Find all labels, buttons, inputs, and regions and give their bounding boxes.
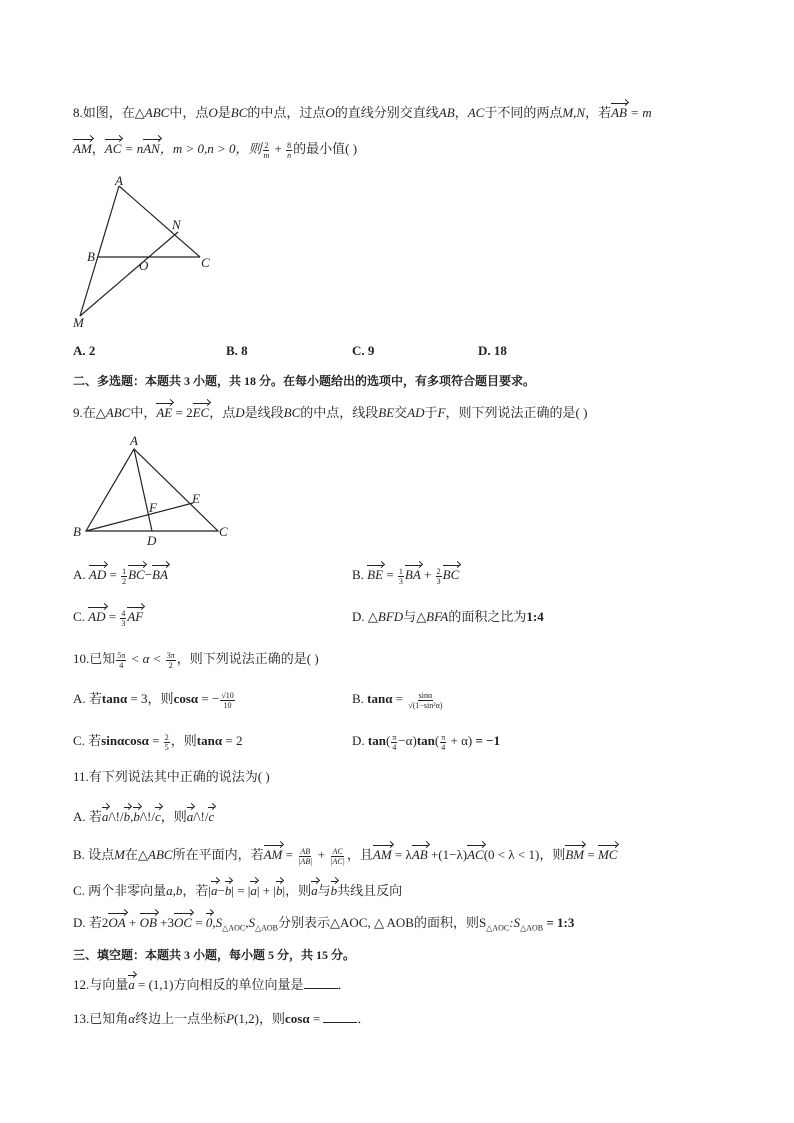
q9-figure xyxy=(70,430,240,550)
q8-line2: AM，AC = nAN，m > 0,n > 0，则 $\frac{2}{m}$ + $\frac{8}{n}$ 的最小值( ) xyxy=(73,140,358,160)
q10-stem: 10.已知 $\frac{5\pi}{4}$ < α < $\frac{3\pi}{2}$ ，则下列说法正确的是( ) xyxy=(73,650,319,670)
q12-answer-blank[interactable] xyxy=(304,976,338,989)
q9-label-b: B xyxy=(73,524,81,539)
q8-label-m: M xyxy=(73,315,84,330)
q8-label-c: C xyxy=(201,255,210,270)
q13-stem: 13.已知角α终边上一点坐标P(1,2)，则cosα = ． xyxy=(73,1011,371,1026)
q9-stem: 9.在△ABC中，AE = 2EC，点D是线段BC的中点，线段BE交AD于F，则下列说法正确的是( ) xyxy=(73,405,588,420)
q8-label-b: B xyxy=(87,249,95,264)
q9-label-a: A xyxy=(130,433,138,448)
q8-label-a: A xyxy=(115,173,123,188)
q11-option-a[interactable]: A. 若a/\!/b,b/\!/c，则a/\!/c xyxy=(73,809,215,824)
q8-label-n: N xyxy=(172,217,181,232)
q9-option-d[interactable]: D. △BFD与△BFA的面积之比为1:4 xyxy=(352,609,544,624)
q8-line1: 8.如图，在△ABC中，点O是BC的中点，过点O的直线分别交直线AB，AC于不同的两点M,N，若AB = m xyxy=(73,105,652,120)
q9-option-b[interactable]: B. BE = $\frac{1}{3}$ BA + $\frac{2}{3}$ BC xyxy=(352,566,460,586)
q8-option-b[interactable]: B. 8 xyxy=(226,343,248,358)
q10-option-a[interactable]: A. 若tanα = 3，则cosα = − $\frac{√10}{10}$ xyxy=(73,690,234,710)
q11-option-d[interactable]: D. 若2OA + OB $+3OC = 0,S_{\triangle AOC},S_{\triangle AOB}$分别表示△AOC, △ AOB的面积，则$S_{\triangle AOC}:S_{\triangle AOB}$ = 1:3 xyxy=(73,915,575,933)
q10-option-d[interactable]: D. tan( $\frac{\pi}{4}$ −α)tan( $\frac{\pi}{4}$ + α) = −1 xyxy=(352,732,501,752)
q8-option-d[interactable]: D. 18 xyxy=(478,343,507,358)
q13-answer-blank[interactable] xyxy=(323,1010,357,1023)
q9-option-c[interactable]: C. AD = $\frac{4}{3}$ AF xyxy=(73,608,144,628)
q12-stem: 12.与向量a = (1,1)方向相反的单位向量是 ． xyxy=(73,977,351,992)
q10-option-b[interactable]: B. tanα = $\frac{\sin\alpha}{\text{√(1−sin²α)}}$ xyxy=(352,690,443,710)
q9-option-a[interactable]: A. AD = $\frac{1}{2}$ BC−BA xyxy=(73,566,168,586)
section-3-heading: 三、填空题：本题共 3 小题，每小题 5 分，共 15 分。 xyxy=(73,948,356,962)
q8-option-c[interactable]: C. 9 xyxy=(352,343,375,358)
q8-option-a[interactable]: A. 2 xyxy=(73,343,96,358)
q9-label-f: F xyxy=(149,500,157,515)
q11-stem: 11.有下列说法其中正确的说法为( ) xyxy=(73,769,270,784)
q10-option-c[interactable]: C. 若sinαcosα = $\frac{2}{5}$ ，则tanα = 2 xyxy=(73,732,243,752)
q9-label-e: E xyxy=(192,491,200,506)
q11-option-b[interactable]: B. 设点M在△ABC所在平面内，若AM = $\frac{AB}{|AB|}$ + $\frac{AC}{|AC|}$ ，且AM = λAB +(1−λ)AC(0 < λ < 1)，则BM = MC xyxy=(73,846,618,866)
q8-label-o: O xyxy=(139,258,149,273)
section-2-heading: 二、多选题：本题共 3 小题，共 18 分。在每小题给出的选项中，有多项符合题目要求。 xyxy=(73,374,536,388)
q9-label-c: C xyxy=(219,524,228,539)
q11-option-c[interactable]: C. 两个非零向量a,b，若|a−b| = |a| + |b|，则a与b共线且反向 xyxy=(73,883,403,898)
q8-figure xyxy=(70,172,220,332)
q9-label-d: D xyxy=(147,533,157,548)
